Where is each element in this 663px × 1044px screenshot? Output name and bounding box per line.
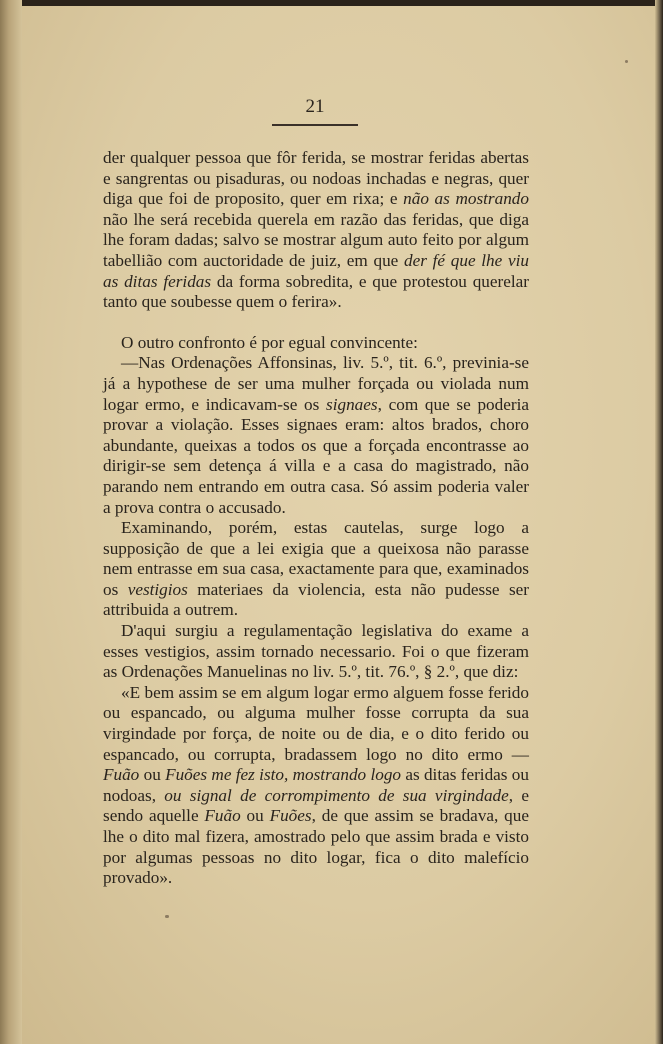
text-run: da forma sobredita, e que protestou querelar tanto que soubesse quem o ferira». bbox=[103, 271, 529, 312]
italic-text: vestigios bbox=[127, 579, 188, 599]
text-run: , de que assim se bradava, que lhe o dito mal fizera, amostrado pelo que assim brada e visto por algumas pessoas no dito logar, fica o dito malefício provado». bbox=[103, 806, 529, 888]
page-right-edge bbox=[655, 0, 663, 1044]
page-binding-edge bbox=[0, 0, 22, 1044]
text-run: O outro confronto é por egual convincente: bbox=[121, 332, 418, 352]
text-run: materiaes da violencia, esta não pudesse ser attribuida a outrem. bbox=[103, 579, 529, 620]
text-run: ou bbox=[139, 765, 166, 785]
paragraph bbox=[103, 333, 529, 354]
paragraph bbox=[103, 148, 529, 313]
ink-speck bbox=[625, 60, 628, 63]
paragraph bbox=[103, 353, 529, 518]
body-text bbox=[103, 148, 529, 889]
italic-text: ou signal de corrompimento de sua virgindade bbox=[164, 785, 509, 805]
page-number: 21 bbox=[305, 96, 325, 117]
italic-text: não as mostrando bbox=[403, 189, 529, 209]
italic-text: Fuão bbox=[103, 765, 140, 785]
text-run: der qualquer pessoa que fôr ferida, se mostrar feridas abertas e sangrentas ou pisaduras, ou nodoas inchadas e negras, quer diga que foi de proposito, quer em rixa; e bbox=[103, 148, 529, 209]
page-top-edge bbox=[0, 0, 663, 6]
italic-text: Fuões bbox=[269, 806, 312, 826]
italic-text: Fuão bbox=[204, 806, 241, 826]
text-run: ou bbox=[240, 806, 270, 826]
paragraph bbox=[103, 683, 529, 889]
text-run: , e sendo aquelle bbox=[103, 785, 529, 826]
text-run: D'aqui surgiu a regulamentação legislativa do exame a esses vestigios, assim tornado necessario. Foi o que fizeram as Ordenações Manuelinas no liv. 5.º, tit. 76.º, § 2.º, que diz: bbox=[103, 621, 529, 682]
italic-text: der fé que lhe viu as ditas feridas bbox=[103, 250, 529, 291]
text-run: Examinando, porém, estas cautelas, surge logo a supposição de que a lei exigia que a queixosa não parasse nem entrasse em sua casa, exactamente para que, examinados os bbox=[103, 518, 529, 599]
page-number-container bbox=[0, 96, 630, 118]
text-run: as ditas feridas ou nodoas, bbox=[103, 765, 529, 805]
text-run: —Nas Ordenações Affonsinas, liv. 5.º, tit. 6.º, previnia-se já a hypothese de ser uma mulher forçada ou violada num logar ermo, e indicavam-se os bbox=[103, 353, 529, 414]
paragraph bbox=[103, 518, 529, 621]
header-rule bbox=[272, 124, 358, 126]
italic-text: signaes bbox=[326, 394, 378, 414]
text-run: , com que se poderia provar a violação. Esses signaes eram: altos brados, choro abundante, queixas a todos os que a forçada encontrasse ao dirigir-se sem detença á villa e a casa do magistrado, não parando nem entrando em outra casa. Só assim poderia valer a prova contra o accusado. bbox=[103, 394, 530, 517]
ink-speck bbox=[165, 915, 169, 918]
text-run: não lhe será recebida querela em razão das feridas, que diga lhe foram dadas; salvo se mostrar algum auto feito por algum tabellião com auctoridade de juiz, em que bbox=[103, 209, 529, 270]
text-run: «E bem assim se em algum logar ermo alguem fosse ferido ou espancado, ou alguma mulher fosse corrupta da sua virgindade por força, de noite ou de dia, e o dito ferido ou espancado, ou corrupta, bradassem logo no dito ermo — bbox=[103, 682, 529, 764]
paragraph bbox=[103, 621, 529, 683]
italic-text: Fuões me fez isto, mostrando logo bbox=[165, 765, 402, 785]
